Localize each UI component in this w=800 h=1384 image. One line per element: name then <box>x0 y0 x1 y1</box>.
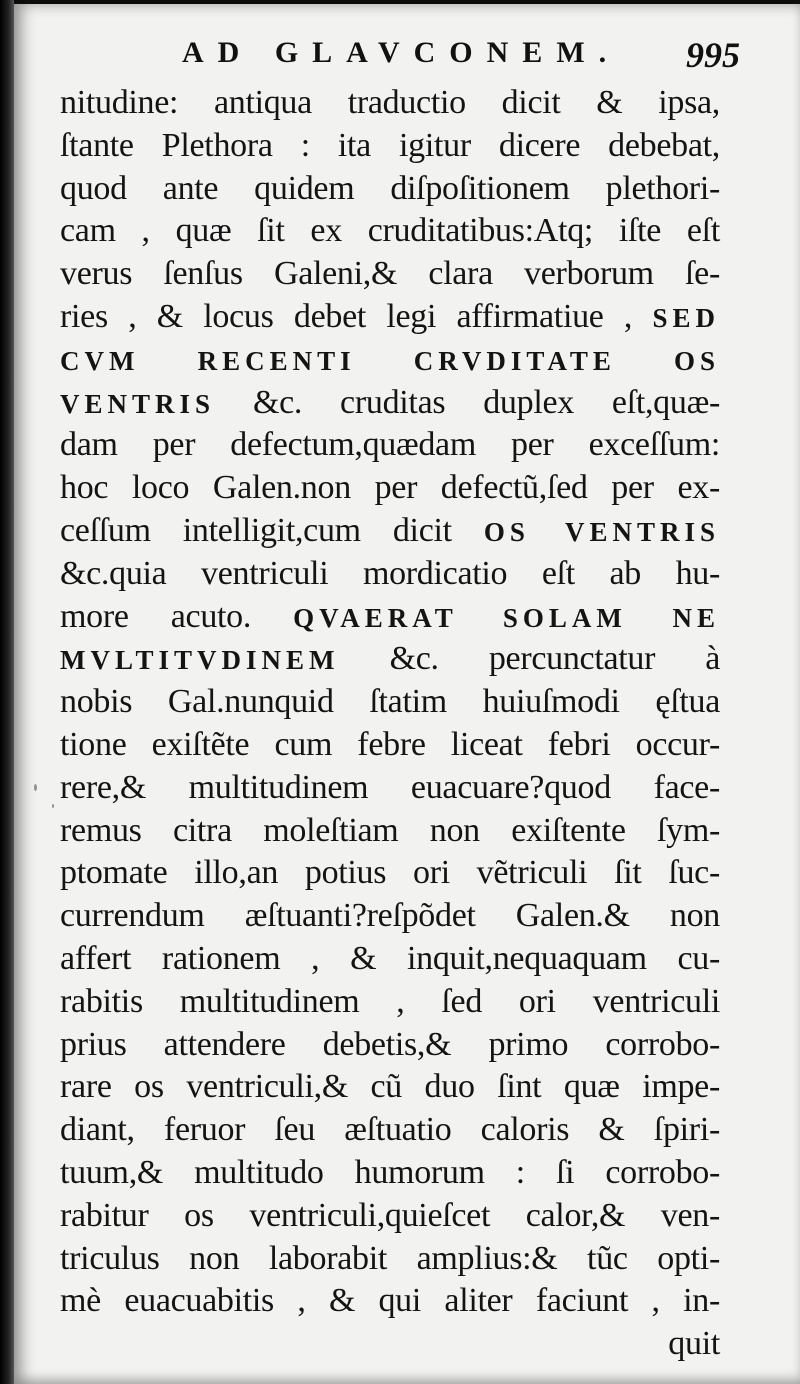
text-run: remus citra moleſtiam non exiſtente ſym- <box>60 811 720 849</box>
small-caps-lemma: MVLTITVDINEM <box>60 645 340 676</box>
text-run: nobis Gal.nunquid ſtatim huiuſmodi ęſtua <box>60 683 720 721</box>
text-line <box>60 82 720 125</box>
text-line <box>60 296 720 339</box>
text-run: triculus non laborabit amplius:& tũc opti- <box>60 1239 720 1277</box>
text-run: rare os ventriculi,& cũ duo ſint quæ impe- <box>60 1068 720 1106</box>
running-title: AD GLAVCONEM. <box>182 36 621 69</box>
text-run: rere,& multitudinem euacuare?quod face- <box>60 768 720 806</box>
small-caps-lemma: VENTRIS <box>60 388 216 419</box>
book-page <box>14 4 800 1384</box>
print-speck <box>52 804 54 808</box>
text-line <box>60 596 720 639</box>
text-run: dam per defectum,quædam per exceſſum: <box>60 426 720 464</box>
text-run: &c.quia ventriculi mordicatio eſt ab hu- <box>60 554 720 592</box>
text-line <box>60 1024 720 1067</box>
text-run: ries , & locus debet legi affirmatiue , <box>60 297 653 335</box>
text-run: affert rationem , & inquit,nequaquam cu- <box>60 939 720 977</box>
text-run: ſtante Plethora : ita igitur dicere debebat, <box>60 126 720 164</box>
text-run: ptomate illo,an potius ori vẽtriculi ſit ſuc- <box>60 854 720 892</box>
text-run: mè euacuabitis , & qui aliter faciunt , in- <box>60 1282 720 1320</box>
print-speck <box>34 784 37 791</box>
text-line <box>60 553 720 596</box>
small-caps-lemma: CVM RECENTI CRVDITATE OS <box>60 345 720 376</box>
text-line <box>60 1109 720 1152</box>
text-run: prius attendere debetis,& primo corrobo- <box>60 1025 720 1063</box>
text-run: verus ſenſus Galeni,& clara verborum ſe- <box>60 255 720 293</box>
text-line <box>60 981 720 1024</box>
text-run: cam , quæ ſit ex cruditatibus:Atq; iſte eſt <box>60 212 720 250</box>
text-line <box>60 424 720 467</box>
text-line <box>60 1152 720 1195</box>
text-line <box>60 938 720 981</box>
small-caps-lemma: OS VENTRIS <box>483 516 720 547</box>
text-line <box>60 253 720 296</box>
text-line <box>60 510 720 553</box>
small-caps-lemma: QVAERAT SOLAM NE <box>293 602 721 633</box>
text-line <box>60 1323 720 1366</box>
text-line <box>60 1066 720 1109</box>
text-line <box>60 339 720 382</box>
body-text <box>60 82 720 1366</box>
text-line <box>60 1195 720 1238</box>
text-line <box>60 895 720 938</box>
text-run: hoc loco Galen.non per defectũ,ſed per ex- <box>60 469 720 507</box>
text-line <box>60 1280 720 1323</box>
text-line <box>60 1238 720 1281</box>
text-line <box>60 810 720 853</box>
text-run: quit <box>668 1325 720 1363</box>
text-run: tuum,& multitudo humorum : ſi corrobo- <box>60 1153 720 1191</box>
text-run: &c. cruditas duplex eſt,quæ- <box>215 383 720 421</box>
text-line <box>60 767 720 810</box>
page-gutter-shadow <box>0 0 14 1384</box>
text-line <box>60 724 720 767</box>
text-run: tione exiſtẽte cum febre liceat febri occur- <box>60 725 720 763</box>
text-run: rabitis multitudinem , ſed ori ventriculi <box>60 982 720 1020</box>
page-header <box>164 34 744 84</box>
text-run: ceſſum intelligit,cum dicit <box>60 511 484 549</box>
text-line <box>60 681 720 724</box>
text-run: quod ante quidem diſpoſitionem plethori- <box>60 169 720 207</box>
text-line <box>60 382 720 425</box>
text-run: nitudine: antiqua traductio dicit & ipsa, <box>60 84 720 121</box>
text-run: more acuto. <box>60 597 294 635</box>
text-line <box>60 638 720 681</box>
text-line <box>60 168 720 211</box>
text-run: rabitur os ventriculi,quieſcet calor,& ven- <box>60 1196 720 1234</box>
text-line <box>60 210 720 253</box>
text-run: currendum æſtuanti?reſpõdet Galen.& non <box>60 897 720 935</box>
text-line <box>60 467 720 510</box>
text-line <box>60 852 720 895</box>
small-caps-lemma: SED <box>652 302 720 333</box>
text-line <box>60 125 720 168</box>
text-run: &c. percunctatur à <box>339 640 720 678</box>
page-number: 995 <box>686 35 740 75</box>
text-run: diant, feruor ſeu æſtuatio caloris & ſpiri- <box>60 1111 720 1149</box>
